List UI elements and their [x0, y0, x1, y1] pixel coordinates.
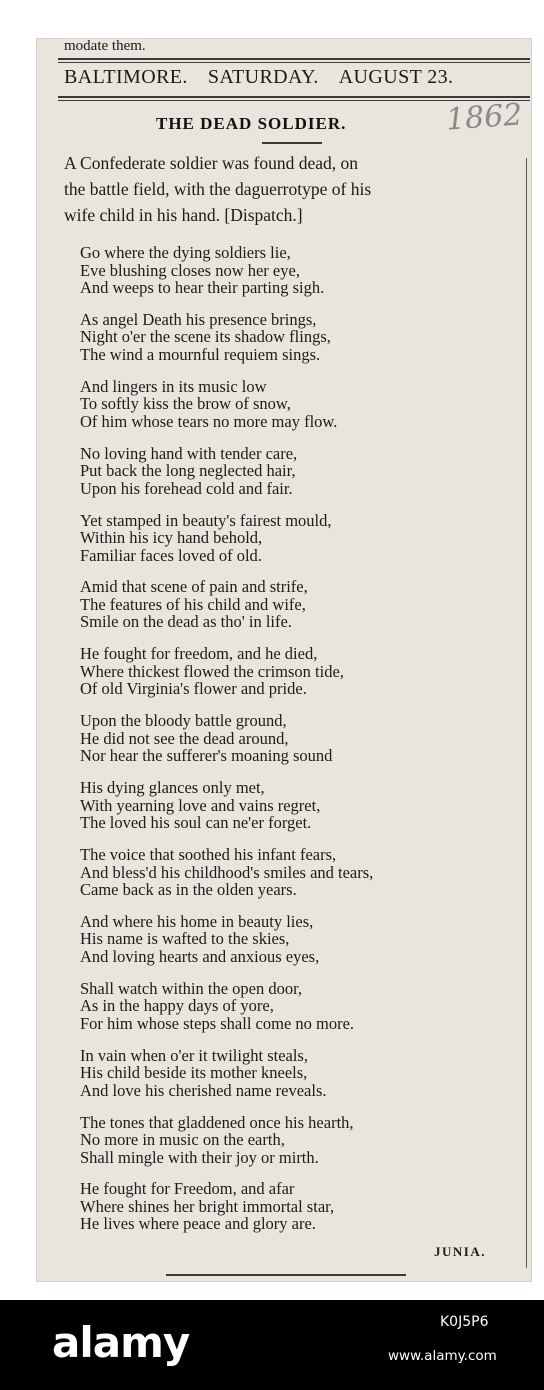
intro-paragraph — [64, 150, 532, 228]
handwritten-year-annotation: 1862 — [444, 97, 524, 138]
poem-line: He fought for freedom, and he died, — [80, 644, 318, 664]
poem-stanza — [80, 445, 520, 498]
poem-line: No more in music on the earth, — [80, 1130, 285, 1150]
poem-line: Amid that scene of pain and strife, — [80, 577, 308, 597]
bottom-rule — [166, 1274, 406, 1276]
clipping-top-fragment: modate them. — [64, 38, 146, 54]
poem-line: As angel Death his presence brings, — [80, 309, 317, 329]
poem-line: As in the happy days of yore, — [80, 996, 274, 1016]
masthead — [64, 66, 453, 89]
poem-line: Came back as in the olden years. — [80, 880, 297, 900]
poem-line: And love his cherished name reveals. — [80, 1080, 327, 1100]
poem-line: The wind a mournful requiem sings. — [80, 344, 321, 364]
poem-stanza — [80, 1180, 520, 1233]
poem-line: And weeps to hear their parting sigh. — [80, 278, 325, 297]
poem-line: The voice that soothed his infant fears, — [80, 845, 337, 865]
image-id: K0J5P6 — [440, 1314, 489, 1330]
poem-line: His child beside its mother kneels, — [80, 1063, 308, 1083]
poem-line: And loving hearts and anxious eyes, — [80, 946, 320, 966]
poem-line: He lives where peace and glory are. — [80, 1214, 316, 1234]
masthead-top-rule-double — [58, 62, 530, 63]
masthead-date: AUGUST 23. — [338, 66, 454, 88]
poem-line: Smile on the dead as tho' in life. — [80, 612, 292, 632]
intro-line: wife child in his hand. [Dispatch.] — [64, 205, 303, 225]
poem-line: And bless'd his childhood's smiles and tears, — [80, 862, 374, 882]
poem-line: And lingers in its music low — [80, 376, 267, 396]
poem-line: For him whose steps shall come no more. — [80, 1013, 355, 1033]
poem-line: And where his home in beauty lies, — [80, 911, 314, 931]
alamy-logo: alamy — [52, 1318, 190, 1367]
intro-line: A Confederate soldier was found dead, on — [64, 153, 359, 173]
poem-stanza — [80, 645, 520, 698]
poem-line: Go where the dying soldiers lie, — [80, 243, 291, 262]
poem-line: With yearning love and vains regret, — [80, 795, 321, 815]
poem-line: His dying glances only met, — [80, 778, 265, 798]
poem-line: Shall watch within the open door, — [80, 978, 303, 998]
poem-line: Yet stamped in beauty's fairest mould, — [80, 510, 332, 530]
poem-line: Within his icy hand behold, — [80, 528, 263, 548]
poem-line: The features of his child and wife, — [80, 594, 306, 614]
poem-stanza — [80, 779, 520, 832]
poem-stanza — [80, 378, 520, 431]
poem-stanza — [80, 578, 520, 631]
poem-stanza — [80, 244, 520, 297]
masthead-bottom-rule — [58, 96, 530, 98]
poem-stanza — [80, 1114, 520, 1167]
right-column-rule — [526, 158, 527, 1268]
intro-line: the battle field, with the daguerrotype of his — [64, 179, 372, 199]
masthead-top-rule — [58, 58, 530, 60]
poem-line: Of him whose tears no more may flow. — [80, 411, 338, 431]
masthead-city: BALTIMORE. — [64, 66, 188, 88]
poem-line: The tones that gladdened once his hearth, — [80, 1112, 354, 1132]
poem-stanza — [80, 712, 520, 765]
poem-line: His name is wafted to the skies, — [80, 929, 290, 949]
poem-line: Put back the long neglected hair, — [80, 461, 296, 481]
poem-title: THE DEAD SOLDIER. — [156, 114, 347, 133]
poem-stanza — [80, 980, 520, 1033]
poem-line: In vain when o'er it twilight steals, — [80, 1045, 308, 1065]
poem-line: Upon the bloody battle ground, — [80, 711, 287, 731]
poem-body — [80, 244, 520, 1247]
author-signature: JUNIA. — [434, 1244, 486, 1259]
poem-stanza — [80, 311, 520, 364]
site-url: www.alamy.com — [388, 1348, 497, 1364]
poem-stanza — [80, 846, 520, 899]
title-underline — [262, 142, 322, 144]
poem-line: Where shines her bright immortal star, — [80, 1196, 335, 1216]
poem-line: Night o'er the scene its shadow flings, — [80, 327, 331, 347]
poem-stanza — [80, 512, 520, 565]
poem-line: To softly kiss the brow of snow, — [80, 394, 291, 414]
poem-line: Upon his forehead cold and fair. — [80, 478, 293, 498]
poem-line: Of old Virginia's flower and pride. — [80, 679, 307, 699]
poem-line: The loved his soul can ne'er forget. — [80, 813, 312, 833]
poem-line: Where thickest flowed the crimson tide, — [80, 661, 344, 681]
poem-line: He fought for Freedom, and afar — [80, 1179, 295, 1199]
poem-line: Familiar faces loved of old. — [80, 545, 262, 565]
poem-stanza — [80, 1047, 520, 1100]
poem-line: Shall mingle with their joy or mirth. — [80, 1147, 319, 1167]
masthead-weekday: SATURDAY. — [207, 66, 319, 88]
newspaper-clipping — [36, 38, 532, 1282]
poem-line: He did not see the dead around, — [80, 728, 289, 748]
poem-line: Nor hear the sufferer's moaning sound — [80, 746, 333, 766]
poem-line: No loving hand with tender care, — [80, 443, 298, 463]
poem-stanza — [80, 913, 520, 966]
poem-line: Eve blushing closes now her eye, — [80, 260, 300, 280]
